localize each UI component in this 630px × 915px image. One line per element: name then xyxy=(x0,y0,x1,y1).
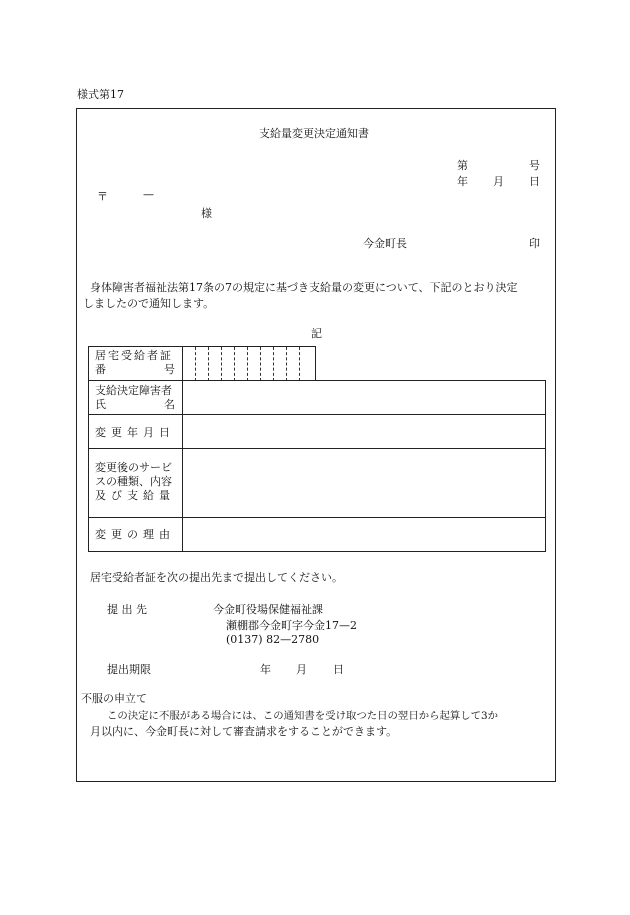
cert-number-divider xyxy=(182,347,183,381)
body-text-line2: しましたので通知します。 xyxy=(83,297,215,310)
digit-divider xyxy=(221,347,222,381)
name-label-line1: 支給決定障害者 xyxy=(95,384,172,397)
digit-divider xyxy=(208,347,209,381)
change-date-label: 変更年月日 xyxy=(95,426,175,439)
digit-divider xyxy=(286,347,287,381)
digit-divider xyxy=(260,347,261,381)
submission-dest-label: 提 出 先 xyxy=(107,603,147,616)
row-divider xyxy=(89,448,546,449)
header-hi: 日 xyxy=(529,175,540,188)
deadline-hi: 日 xyxy=(333,663,344,676)
deadline-label: 提出期限 xyxy=(107,663,151,676)
header-nen: 年 xyxy=(457,175,468,188)
submit-notice: 居宅受給者証を次の提出先まで提出してください。 xyxy=(90,571,343,584)
digit-divider xyxy=(195,347,196,381)
issuer-name: 今金町長 xyxy=(363,237,407,250)
cert-label-go: 号 xyxy=(164,363,175,376)
cert-number-box xyxy=(88,346,316,381)
cert-label-line2 xyxy=(95,363,175,377)
name-label-shi: 氏 xyxy=(95,398,106,411)
issuer-seal: 印 xyxy=(529,237,540,250)
cert-label-line1: 居宅受給者証 xyxy=(95,349,173,362)
submission-dest-address: 瀬棚郡今金町字今金17—2 xyxy=(226,619,357,632)
header-go: 号 xyxy=(529,159,540,172)
service-label xyxy=(89,461,181,503)
digit-divider xyxy=(273,347,274,381)
postal-mark: 〒 xyxy=(97,190,108,203)
cert-number-label xyxy=(89,349,181,377)
deadline-nen: 年 xyxy=(260,663,271,676)
row-divider xyxy=(89,414,546,415)
cert-label-ban: 番 xyxy=(95,363,106,376)
appeal-line1: この決定に不服がある場合には、この通知書を受け取つた日の翌日から起算して3か xyxy=(107,710,499,722)
service-label-line3: 及び支給量 xyxy=(95,489,175,502)
header-dai: 第 xyxy=(457,159,468,172)
ki-label: 記 xyxy=(311,327,322,340)
deadline-tsuki: 月 xyxy=(296,663,307,676)
name-label xyxy=(89,384,181,412)
table-column-divider xyxy=(182,381,183,552)
submission-dest-phone: (0137) 82—2780 xyxy=(226,633,320,646)
recipient-sama: 様 xyxy=(201,207,212,220)
row-divider xyxy=(89,517,546,518)
decision-table xyxy=(88,380,546,552)
document-frame xyxy=(76,108,556,782)
document-title: 支給量変更決定通知書 xyxy=(259,127,369,140)
service-label-line1: 変更後のサービ xyxy=(95,461,172,474)
submission-dest-office: 今金町役場保健福祉課 xyxy=(213,603,323,616)
change-reason-label: 変更の理由 xyxy=(95,528,175,541)
form-number: 様式第17 xyxy=(77,88,124,101)
postal-dash: — xyxy=(143,188,154,201)
name-label-line2 xyxy=(95,398,175,412)
header-tsuki: 月 xyxy=(493,175,504,188)
service-label-line2: スの種類、内容 xyxy=(95,475,172,488)
appeal-heading: 不服の申立て xyxy=(81,692,147,705)
digit-divider xyxy=(234,347,235,381)
name-label-mei: 名 xyxy=(164,398,175,411)
body-text-line1: 身体障害者福祉法第17条の7の規定に基づき支給量の変更について、下記のとおり決定 xyxy=(90,281,518,294)
digit-divider xyxy=(299,347,300,381)
digit-divider xyxy=(247,347,248,381)
appeal-line2: 月以内に、今金町長に対して審査請求をすることができます。 xyxy=(90,725,398,738)
